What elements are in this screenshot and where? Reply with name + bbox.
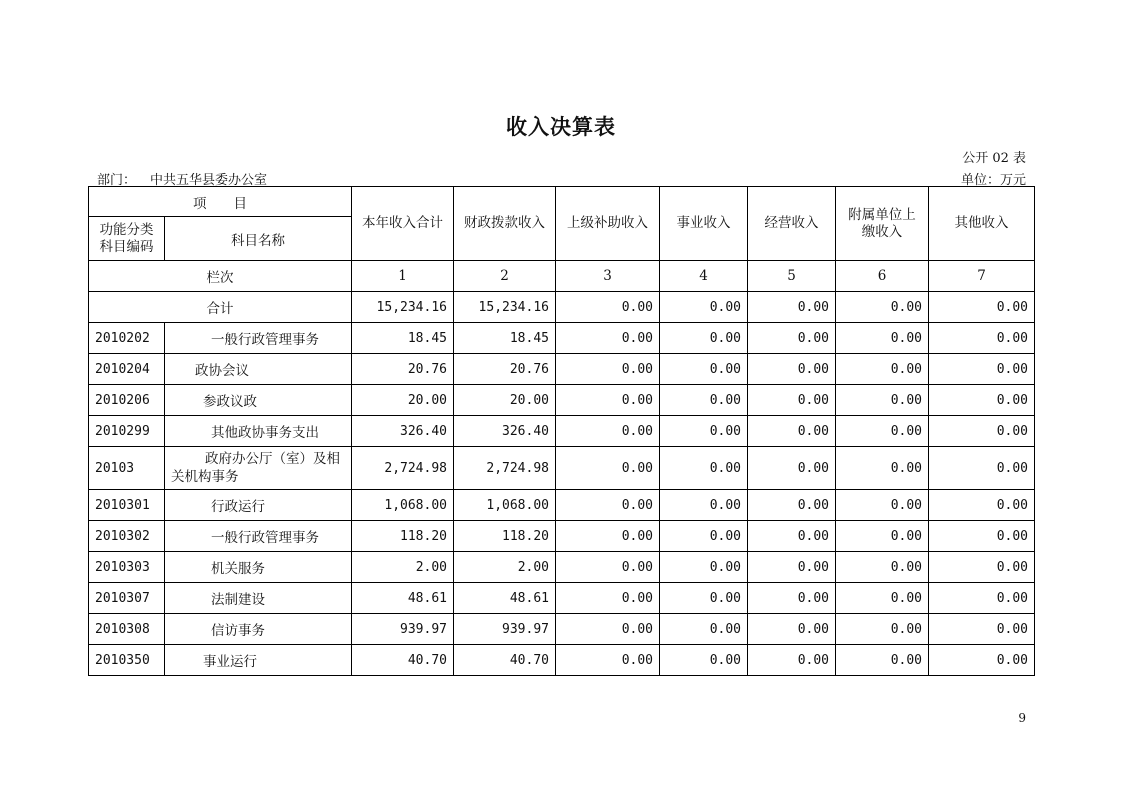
income-final-accounts-table bbox=[88, 186, 1035, 676]
row-name: 事业运行 bbox=[165, 645, 352, 676]
row-code: 2010303 bbox=[89, 552, 165, 583]
row-value: 0.00 bbox=[748, 416, 836, 447]
row-value: 0.00 bbox=[660, 521, 748, 552]
row-value: 0.00 bbox=[929, 583, 1035, 614]
row-index-row bbox=[89, 261, 1035, 292]
header-col-6: 附属单位上缴收入 bbox=[836, 187, 929, 261]
row-value: 0.00 bbox=[660, 354, 748, 385]
row-value: 326.40 bbox=[454, 416, 556, 447]
row-value: 0.00 bbox=[660, 490, 748, 521]
total-value: 15,234.16 bbox=[454, 292, 556, 323]
page-title: 收入决算表 bbox=[506, 114, 616, 139]
row-value: 0.00 bbox=[556, 521, 660, 552]
row-value: 20.76 bbox=[352, 354, 454, 385]
total-value: 0.00 bbox=[929, 292, 1035, 323]
total-value: 0.00 bbox=[660, 292, 748, 323]
row-name: 政协会议 bbox=[165, 354, 352, 385]
row-value: 0.00 bbox=[556, 354, 660, 385]
row-code: 2010301 bbox=[89, 490, 165, 521]
row-value: 0.00 bbox=[748, 385, 836, 416]
row-value: 0.00 bbox=[836, 583, 929, 614]
row-code: 2010299 bbox=[89, 416, 165, 447]
row-value: 0.00 bbox=[556, 614, 660, 645]
row-code: 2010307 bbox=[89, 583, 165, 614]
unit-label: 单位：万元 bbox=[960, 173, 1026, 188]
page-number: 9 bbox=[1018, 711, 1026, 725]
row-value: 18.45 bbox=[352, 323, 454, 354]
header-col-1: 本年收入合计 bbox=[352, 187, 454, 261]
row-name: 机关服务 bbox=[165, 552, 352, 583]
row-value: 0.00 bbox=[660, 447, 748, 490]
row-value: 20.00 bbox=[352, 385, 454, 416]
table-row bbox=[89, 354, 1035, 385]
header-col-3: 上级补助收入 bbox=[556, 187, 660, 261]
row-value: 0.00 bbox=[556, 490, 660, 521]
header-col-2: 财政拨款收入 bbox=[454, 187, 556, 261]
total-value: 15,234.16 bbox=[352, 292, 454, 323]
row-value: 48.61 bbox=[352, 583, 454, 614]
row-index-1: 1 bbox=[352, 261, 454, 292]
row-index-5: 5 bbox=[748, 261, 836, 292]
row-code: 2010308 bbox=[89, 614, 165, 645]
row-value: 0.00 bbox=[929, 645, 1035, 676]
row-value: 0.00 bbox=[836, 447, 929, 490]
row-index-3: 3 bbox=[556, 261, 660, 292]
row-value: 0.00 bbox=[748, 447, 836, 490]
row-value: 0.00 bbox=[836, 416, 929, 447]
row-value: 0.00 bbox=[929, 614, 1035, 645]
row-name: 其他政协事务支出 bbox=[165, 416, 352, 447]
row-value: 0.00 bbox=[836, 385, 929, 416]
row-value: 0.00 bbox=[556, 583, 660, 614]
row-code: 2010204 bbox=[89, 354, 165, 385]
row-value: 0.00 bbox=[929, 521, 1035, 552]
row-value: 18.45 bbox=[454, 323, 556, 354]
table-row bbox=[89, 552, 1035, 583]
row-value: 20.76 bbox=[454, 354, 556, 385]
row-value: 0.00 bbox=[929, 490, 1035, 521]
row-value: 0.00 bbox=[929, 416, 1035, 447]
row-value: 0.00 bbox=[660, 614, 748, 645]
table-row bbox=[89, 490, 1035, 521]
row-name: 行政运行 bbox=[165, 490, 352, 521]
header-func-code: 功能分类科目编码 bbox=[89, 217, 165, 261]
row-value: 0.00 bbox=[929, 447, 1035, 490]
header-item: 项 目 bbox=[89, 187, 352, 217]
row-value: 0.00 bbox=[748, 521, 836, 552]
row-value: 0.00 bbox=[836, 645, 929, 676]
row-value: 0.00 bbox=[556, 323, 660, 354]
row-value: 0.00 bbox=[660, 645, 748, 676]
row-name: 法制建设 bbox=[165, 583, 352, 614]
row-value: 2,724.98 bbox=[454, 447, 556, 490]
form-number: 公开 02 表 bbox=[962, 151, 1026, 166]
row-value: 1,068.00 bbox=[454, 490, 556, 521]
row-value: 40.70 bbox=[454, 645, 556, 676]
row-value: 0.00 bbox=[929, 323, 1035, 354]
row-value: 0.00 bbox=[836, 614, 929, 645]
row-name: 一般行政管理事务 bbox=[165, 521, 352, 552]
row-name: 政府办公厅（室）及相关机构事务 bbox=[165, 447, 352, 490]
row-value: 0.00 bbox=[836, 354, 929, 385]
row-value: 40.70 bbox=[352, 645, 454, 676]
row-value: 0.00 bbox=[836, 521, 929, 552]
total-value: 0.00 bbox=[556, 292, 660, 323]
row-code: 2010350 bbox=[89, 645, 165, 676]
total-row bbox=[89, 292, 1035, 323]
total-value: 0.00 bbox=[836, 292, 929, 323]
row-value: 2,724.98 bbox=[352, 447, 454, 490]
header-col-7: 其他收入 bbox=[929, 187, 1035, 261]
row-value: 1,068.00 bbox=[352, 490, 454, 521]
table-row bbox=[89, 521, 1035, 552]
table-row bbox=[89, 323, 1035, 354]
row-value: 20.00 bbox=[454, 385, 556, 416]
row-index-label: 栏次 bbox=[89, 261, 352, 292]
row-value: 0.00 bbox=[836, 490, 929, 521]
table-row bbox=[89, 614, 1035, 645]
row-code: 2010202 bbox=[89, 323, 165, 354]
row-value: 0.00 bbox=[556, 552, 660, 583]
table-row bbox=[89, 447, 1035, 490]
row-value: 118.20 bbox=[352, 521, 454, 552]
row-value: 0.00 bbox=[556, 645, 660, 676]
row-value: 939.97 bbox=[454, 614, 556, 645]
table-row bbox=[89, 385, 1035, 416]
row-value: 2.00 bbox=[454, 552, 556, 583]
department-name: 中共五华县委办公室 bbox=[150, 173, 268, 188]
table-row bbox=[89, 645, 1035, 676]
row-value: 0.00 bbox=[660, 416, 748, 447]
table-row bbox=[89, 583, 1035, 614]
header-col-5: 经营收入 bbox=[748, 187, 836, 261]
row-value: 0.00 bbox=[556, 416, 660, 447]
row-value: 0.00 bbox=[556, 447, 660, 490]
row-name: 一般行政管理事务 bbox=[165, 323, 352, 354]
row-value: 0.00 bbox=[748, 490, 836, 521]
row-value: 326.40 bbox=[352, 416, 454, 447]
row-value: 0.00 bbox=[836, 552, 929, 583]
header-row-1 bbox=[89, 187, 1035, 217]
row-value: 0.00 bbox=[556, 385, 660, 416]
row-value: 2.00 bbox=[352, 552, 454, 583]
row-value: 0.00 bbox=[660, 583, 748, 614]
row-value: 0.00 bbox=[748, 614, 836, 645]
total-label: 合计 bbox=[89, 292, 352, 323]
row-value: 48.61 bbox=[454, 583, 556, 614]
row-value: 0.00 bbox=[748, 354, 836, 385]
row-value: 0.00 bbox=[748, 645, 836, 676]
row-value: 0.00 bbox=[748, 552, 836, 583]
table-row bbox=[89, 416, 1035, 447]
row-code: 2010302 bbox=[89, 521, 165, 552]
row-index-4: 4 bbox=[660, 261, 748, 292]
table-body bbox=[89, 187, 1035, 676]
row-value: 939.97 bbox=[352, 614, 454, 645]
row-code: 20103 bbox=[89, 447, 165, 490]
row-value: 0.00 bbox=[836, 323, 929, 354]
department-label: 部门： bbox=[97, 173, 137, 188]
row-index-7: 7 bbox=[929, 261, 1035, 292]
row-value: 118.20 bbox=[454, 521, 556, 552]
header-func-name: 科目名称 bbox=[165, 217, 352, 261]
row-value: 0.00 bbox=[660, 323, 748, 354]
row-value: 0.00 bbox=[660, 385, 748, 416]
row-index-6: 6 bbox=[836, 261, 929, 292]
row-value: 0.00 bbox=[929, 354, 1035, 385]
total-value: 0.00 bbox=[748, 292, 836, 323]
row-index-2: 2 bbox=[454, 261, 556, 292]
row-name: 信访事务 bbox=[165, 614, 352, 645]
row-code: 2010206 bbox=[89, 385, 165, 416]
row-value: 0.00 bbox=[929, 552, 1035, 583]
row-name: 参政议政 bbox=[165, 385, 352, 416]
row-value: 0.00 bbox=[748, 323, 836, 354]
row-value: 0.00 bbox=[929, 385, 1035, 416]
header-col-4: 事业收入 bbox=[660, 187, 748, 261]
row-value: 0.00 bbox=[660, 552, 748, 583]
row-value: 0.00 bbox=[748, 583, 836, 614]
